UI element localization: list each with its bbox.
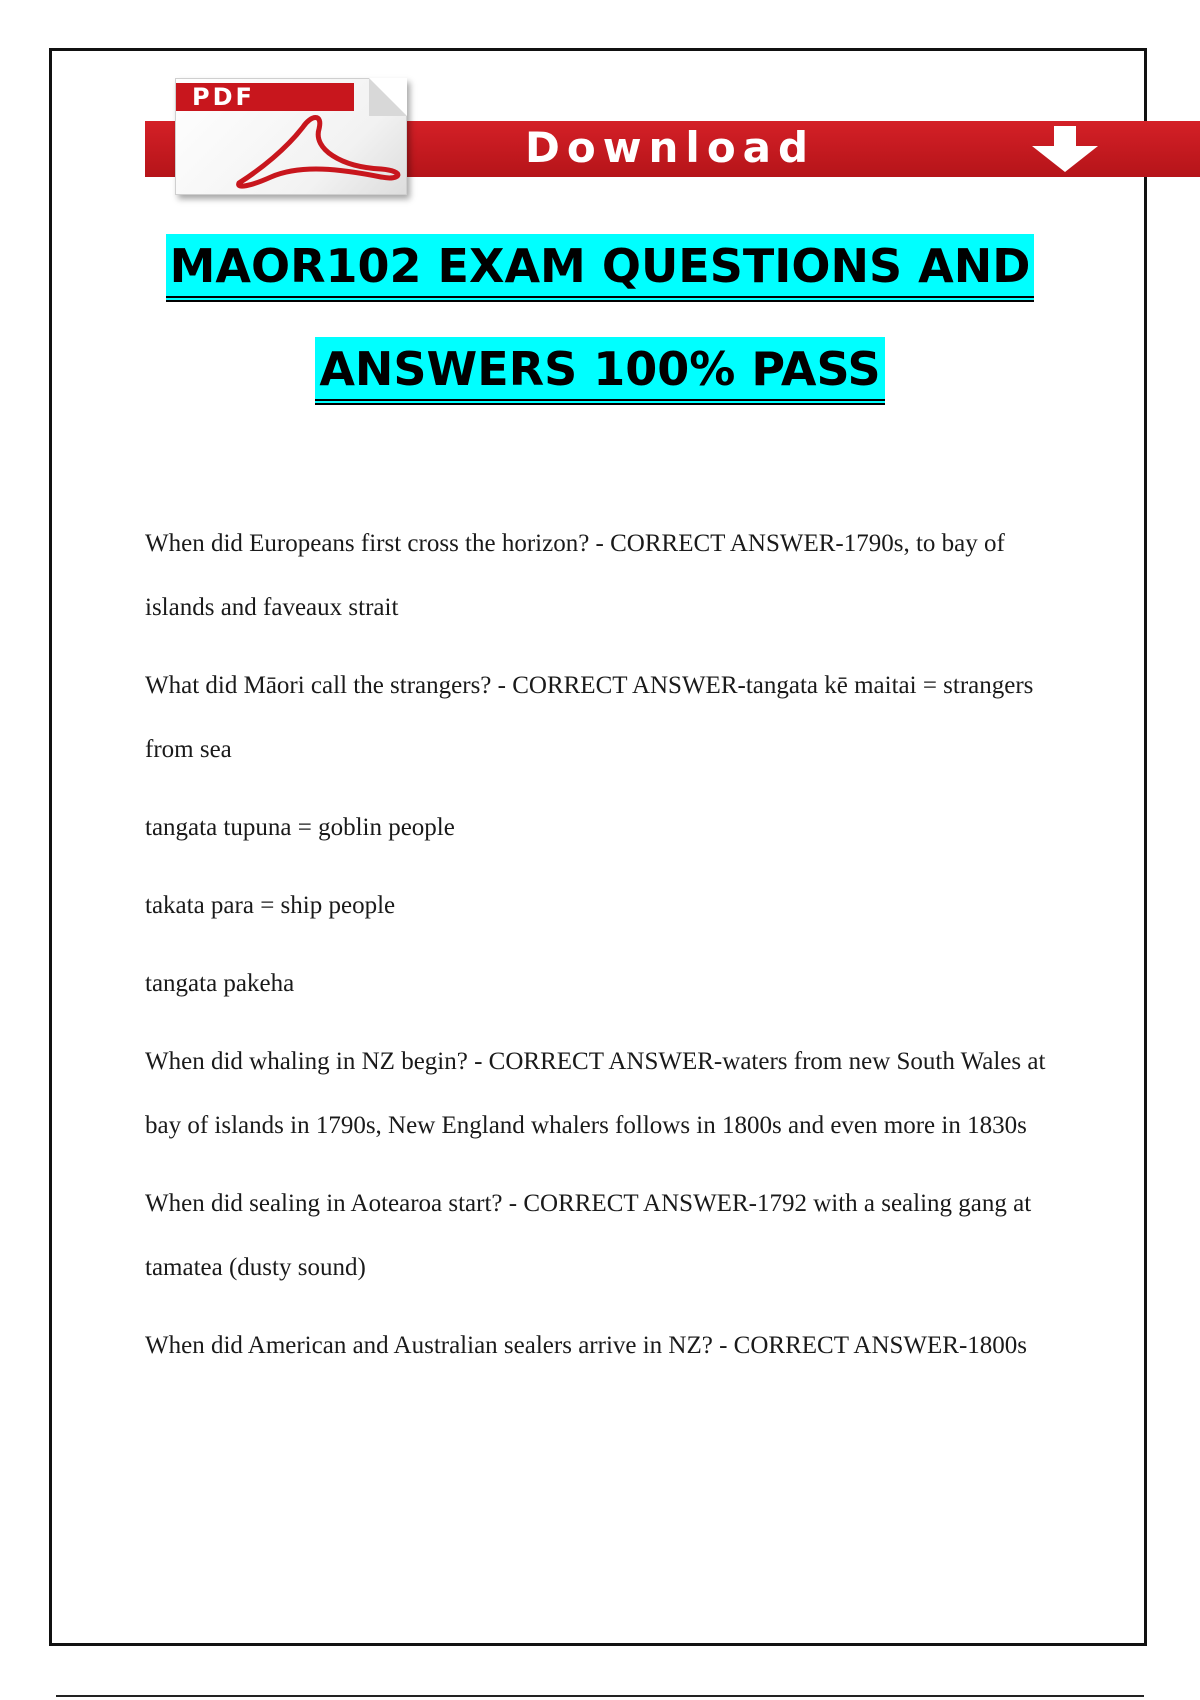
qa-entry: What did Māori call the strangers? - CORRECT ANSWER-tangata kē maitai = strangers from sea xyxy=(145,672,1034,763)
document-title-line-2 xyxy=(0,337,1200,405)
title-text-1: MAOR102 EXAM QUESTIONS AND xyxy=(166,234,1035,302)
qa-entry: tangata pakeha xyxy=(145,970,295,997)
qa-entry: When did American and Australian sealers arrive in NZ? - CORRECT ANSWER-1800s xyxy=(145,1332,1027,1359)
qa-entry: tangata tupuna = goblin people xyxy=(145,814,455,841)
document-title-line-1 xyxy=(0,234,1200,302)
acrobat-logo-icon xyxy=(231,109,411,189)
pdf-download-banner[interactable] xyxy=(145,78,1200,198)
qa-entry: When did Europeans first cross the horizon? - CORRECT ANSWER-1790s, to bay of islands and faveaux strait xyxy=(145,530,1005,621)
qa-entry: When did whaling in NZ begin? - CORRECT ANSWER-waters from new South Wales at bay of islands in 1790s, New England whalers follows in 1800s and even more in 1830s xyxy=(145,1048,1046,1139)
download-label: Download xyxy=(525,123,816,172)
qa-entry: When did sealing in Aotearoa start? - CORRECT ANSWER-1792 with a sealing gang at tamatea (dusty sound) xyxy=(145,1190,1032,1281)
bottom-divider xyxy=(56,1695,1144,1697)
pdf-file-icon xyxy=(175,78,407,195)
pdf-label: PDF xyxy=(176,83,354,111)
download-arrow-icon xyxy=(1030,126,1100,172)
qa-content xyxy=(145,512,1060,1392)
qa-entry: takata para = ship people xyxy=(145,892,396,919)
title-text-2: ANSWERS 100% PASS xyxy=(315,337,884,405)
